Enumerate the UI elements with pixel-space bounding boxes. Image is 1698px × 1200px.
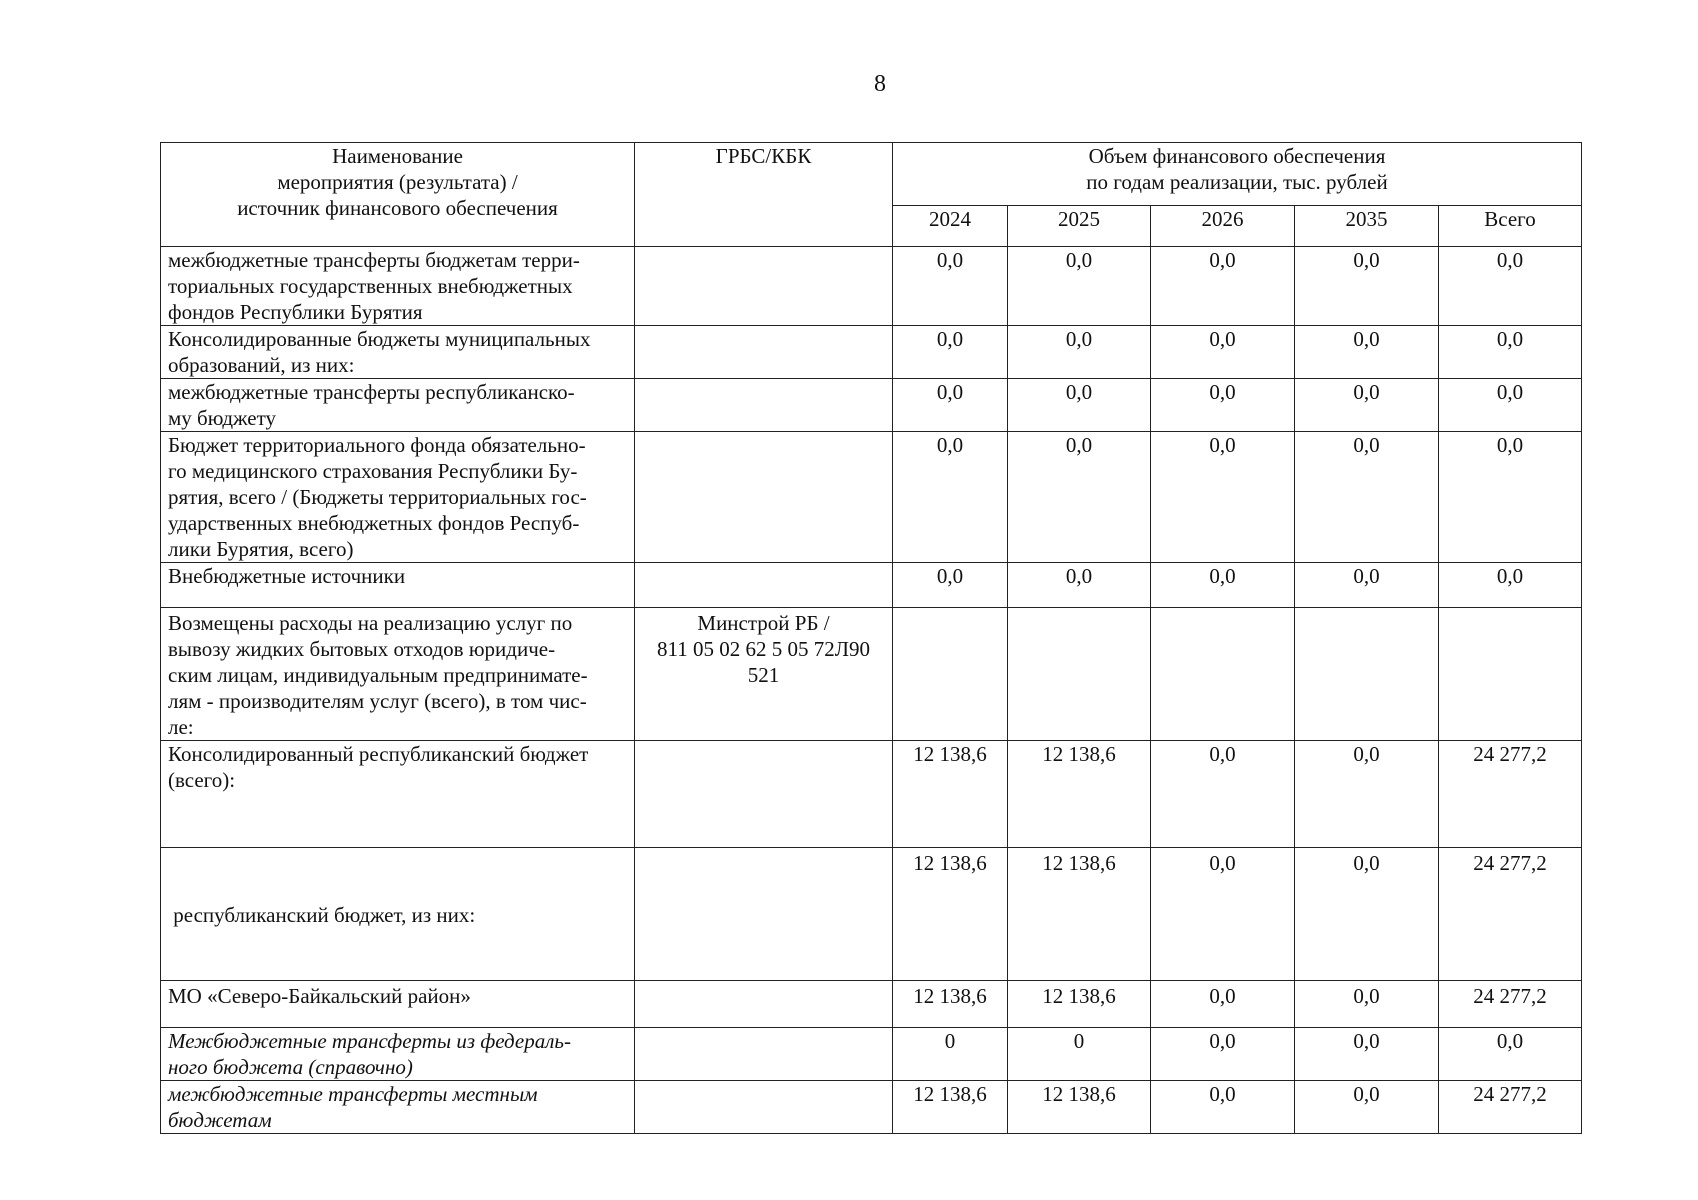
value-2026: 0,0: [1151, 848, 1295, 981]
value-total: 0,0: [1439, 563, 1582, 608]
value-2025: 0,0: [1008, 247, 1151, 326]
value-total: 0,0: [1439, 1028, 1582, 1081]
row-name: [161, 608, 635, 741]
row-name-line: лики Бурятия, всего): [168, 537, 354, 561]
row-name: [161, 432, 635, 563]
row-name: [161, 563, 635, 608]
row-name-line: (всего):: [168, 768, 236, 792]
row-name: [161, 247, 635, 326]
row-code: [635, 741, 893, 848]
header-year-2025: 2025: [1008, 206, 1151, 247]
row-name-line: го медицинского страхования Республики Бу-: [168, 459, 578, 483]
row-name: [161, 1081, 635, 1134]
value-2025: 0,0: [1008, 326, 1151, 379]
row-name: [161, 1028, 635, 1081]
row-name: [161, 981, 635, 1028]
row-name-line: Межбюджетные трансферты из федераль-: [168, 1029, 571, 1053]
header-year-2026: 2026: [1151, 206, 1295, 247]
value-2025: 12 138,6: [1008, 848, 1151, 981]
value-total: 0,0: [1439, 247, 1582, 326]
value-2024: 0,0: [893, 432, 1008, 563]
row-name-line: рятия, всего / (Бюджеты территориальных гос-: [168, 485, 587, 509]
value-2026: 0,0: [1151, 1081, 1295, 1134]
row-name-line: ударственных внебюджетных фондов Респуб-: [168, 511, 580, 535]
table-row: [161, 1028, 1582, 1081]
value-2026: 0,0: [1151, 247, 1295, 326]
value-2024: 12 138,6: [893, 848, 1008, 981]
value-2024: [893, 608, 1008, 741]
row-code: [635, 247, 893, 326]
value-2024: 0,0: [893, 379, 1008, 432]
row-name: [161, 848, 635, 981]
header-total: Всего: [1439, 206, 1582, 247]
table-row: [161, 741, 1582, 848]
value-2025: 0,0: [1008, 432, 1151, 563]
table-row: [161, 247, 1582, 326]
value-2035: 0,0: [1295, 1028, 1439, 1081]
header-volume-line: Объем финансового обеспечения: [1088, 144, 1386, 168]
value-total: 0,0: [1439, 326, 1582, 379]
row-name-line: Возмещены расходы на реализацию услуг по: [168, 611, 573, 635]
row-name-line: МО «Северо-Байкальский район»: [168, 984, 471, 1008]
value-2025: 0,0: [1008, 379, 1151, 432]
value-total: 24 277,2: [1439, 848, 1582, 981]
value-2035: 0,0: [1295, 741, 1439, 848]
value-2024: 0: [893, 1028, 1008, 1081]
header-year-2035: 2035: [1295, 206, 1439, 247]
table-row: [161, 379, 1582, 432]
table-row: [161, 563, 1582, 608]
row-name-line: ским лицам, индивидуальным предпринимате-: [168, 663, 588, 687]
value-2026: 0,0: [1151, 379, 1295, 432]
value-2026: 0,0: [1151, 741, 1295, 848]
value-2025: 12 138,6: [1008, 981, 1151, 1028]
row-name-line: Консолидированный республиканский бюджет: [168, 742, 589, 766]
value-2035: 0,0: [1295, 848, 1439, 981]
row-name-line: образований, из них:: [168, 353, 355, 377]
table-row: [161, 1081, 1582, 1134]
row-name: [161, 379, 635, 432]
value-2035: 0,0: [1295, 981, 1439, 1028]
row-code: [635, 981, 893, 1028]
row-code: [635, 432, 893, 563]
header-row-top: [161, 143, 1582, 206]
value-2026: 0,0: [1151, 1028, 1295, 1081]
header-year-2024: 2024: [893, 206, 1008, 247]
value-2024: 0,0: [893, 563, 1008, 608]
row-name-line: республиканский бюджет, из них:: [168, 903, 476, 927]
row-name: [161, 741, 635, 848]
row-name: [161, 326, 635, 379]
header-name-column: [161, 143, 635, 247]
table-row: [161, 981, 1582, 1028]
row-name-line: му бюджету: [168, 406, 276, 430]
row-name-line: межбюджетные трансферты бюджетам терри-: [168, 248, 580, 272]
table-row: [161, 608, 1582, 741]
row-name-line: вывозу жидких бытовых отходов юридиче-: [168, 637, 556, 661]
row-code: [635, 1028, 893, 1081]
value-total: 0,0: [1439, 379, 1582, 432]
row-code: [635, 379, 893, 432]
row-code: [635, 848, 893, 981]
row-name-line: ле:: [168, 715, 194, 739]
value-2035: 0,0: [1295, 379, 1439, 432]
header-volume: [893, 143, 1582, 206]
value-2024: 12 138,6: [893, 741, 1008, 848]
header-name-line: мероприятия (результата) /: [277, 170, 518, 194]
row-name-line: межбюджетные трансферты республиканско-: [168, 380, 575, 404]
row-code-line: 811 05 02 62 5 05 72Л90: [657, 637, 870, 661]
header-name-line: источник финансового обеспечения: [237, 196, 558, 220]
row-name-line: ного бюджета (справочно): [168, 1055, 413, 1079]
value-2026: 0,0: [1151, 563, 1295, 608]
header-name-line: Наименование: [332, 144, 463, 168]
page-number: 8: [874, 71, 886, 97]
financing-table: [160, 142, 1582, 1134]
value-2035: 0,0: [1295, 326, 1439, 379]
value-2024: 0,0: [893, 326, 1008, 379]
value-total: 24 277,2: [1439, 1081, 1582, 1134]
row-name-line: фондов Республики Бурятия: [168, 300, 423, 324]
table-row: [161, 432, 1582, 563]
value-total: [1439, 608, 1582, 741]
row-name-line: Внебюджетные источники: [168, 564, 406, 588]
value-2026: 0,0: [1151, 326, 1295, 379]
value-2024: 0,0: [893, 247, 1008, 326]
row-name-line: Консолидированные бюджеты муниципальных: [168, 327, 591, 351]
row-name-line: Бюджет территориального фонда обязательно-: [168, 433, 586, 457]
row-code: [635, 1081, 893, 1134]
row-name-line: межбюджетные трансферты местным: [168, 1082, 538, 1106]
row-name-line: бюджетам: [168, 1108, 272, 1132]
row-code: [635, 563, 893, 608]
row-code: [635, 326, 893, 379]
value-total: 24 277,2: [1439, 741, 1582, 848]
value-2026: [1151, 608, 1295, 741]
value-2035: 0,0: [1295, 432, 1439, 563]
table-row: [161, 848, 1582, 981]
value-total: 24 277,2: [1439, 981, 1582, 1028]
row-code-line: Минстрой РБ /: [697, 611, 830, 635]
value-2024: 12 138,6: [893, 1081, 1008, 1134]
row-code: [635, 608, 893, 741]
value-2025: 0: [1008, 1028, 1151, 1081]
row-name-line: ториальных государственных внебюджетных: [168, 274, 573, 298]
row-name-line: лям - производителям услуг (всего), в том чис-: [168, 689, 587, 713]
value-2025: [1008, 608, 1151, 741]
value-2026: 0,0: [1151, 432, 1295, 563]
header-code-column: ГРБС/КБК: [635, 143, 893, 247]
value-2025: 12 138,6: [1008, 741, 1151, 848]
value-2035: 0,0: [1295, 1081, 1439, 1134]
header-volume-line: по годам реализации, тыс. рублей: [1086, 170, 1388, 194]
row-code-line: 521: [747, 663, 780, 687]
value-2025: 12 138,6: [1008, 1081, 1151, 1134]
value-2025: 0,0: [1008, 563, 1151, 608]
value-2035: 0,0: [1295, 247, 1439, 326]
value-2026: 0,0: [1151, 981, 1295, 1028]
value-2024: 12 138,6: [893, 981, 1008, 1028]
value-2035: [1295, 608, 1439, 741]
table-row: [161, 326, 1582, 379]
value-2035: 0,0: [1295, 563, 1439, 608]
value-total: 0,0: [1439, 432, 1582, 563]
